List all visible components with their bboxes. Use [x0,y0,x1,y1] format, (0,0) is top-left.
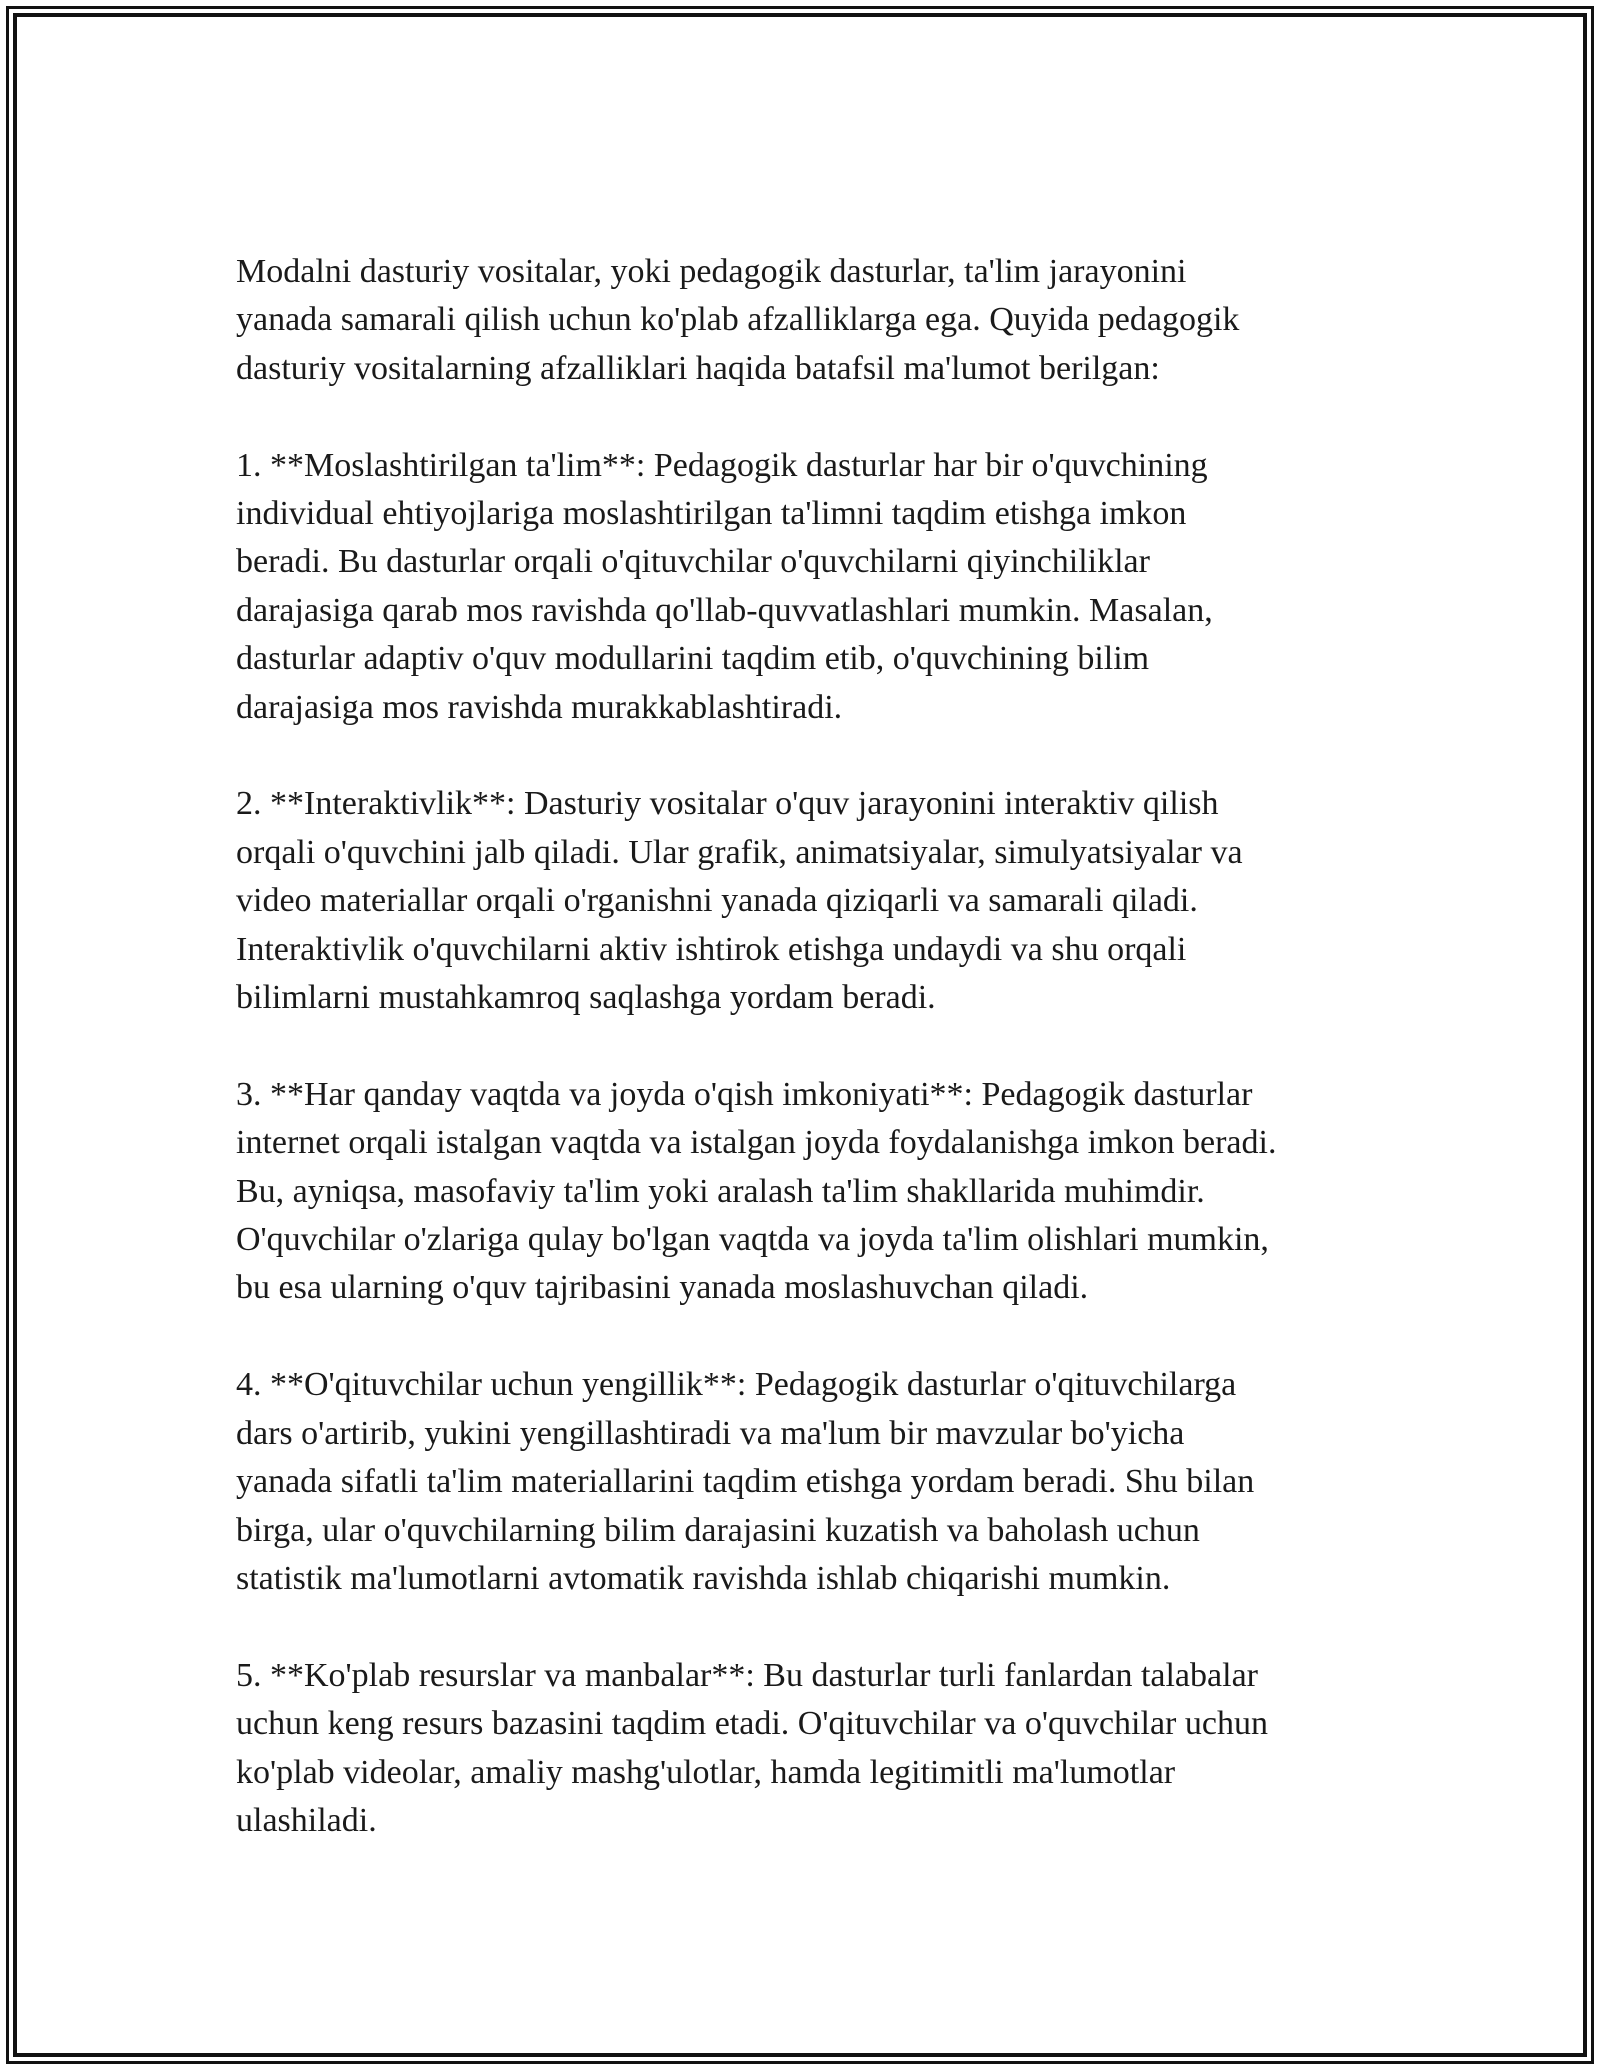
text-line: 5. **Ko'plab resurslar va manbalar**: Bu dasturlar turli fanlardan talabalar [236,1656,1258,1694]
list-item-paragraph-3 [236,1071,1376,1313]
text-line: dars o'artirib, yukini yengillashtiradi va ma'lum bir mavzular bo'yicha [236,1414,1185,1452]
list-item-paragraph-2 [236,780,1376,1022]
text-line: dasturiy vositalarning afzalliklari haqida batafsil ma'lumot berilgan: [236,349,1160,387]
text-line: 4. **O'qituvchilar uchun yengillik**: Pedagogik dasturlar o'qituvchilarga [236,1366,1237,1404]
text-line: ulashiladi. [236,1801,377,1839]
text-line: Bu, ayniqsa, masofaviy ta'lim yoki aralash ta'lim shakllarida muhimdir. [236,1172,1205,1210]
text-line: bu esa ularning o'quv tajribasini yanada moslashuvchan qiladi. [236,1269,1089,1307]
text-line: dasturlar adaptiv o'quv modullarini taqdim etib, o'quvchining bilim [236,640,1150,678]
text-line: darajasiga mos ravishda murakkablashtiradi. [236,688,843,726]
text-line: internet orqali istalgan vaqtda va istalgan joyda foydalanishga imkon beradi. [236,1124,1277,1162]
text-line: video materiallar orqali o'rganishni yanada qiziqarli va samarali qiladi. [236,882,1198,920]
text-line: darajasiga qarab mos ravishda qo'llab-quvvatlashlari mumkin. Masalan, [236,591,1213,629]
text-line: birga, ular o'quvchilarning bilim darajasini kuzatish va baholash uchun [236,1511,1200,1549]
text-line: ko'plab videolar, amaliy mashg'ulotlar, hamda legitimitli ma'lumotlar [236,1753,1176,1791]
text-line: 2. **Interaktivlik**: Dasturiy vositalar o'quv jarayonini interaktiv qilish [236,785,1219,823]
list-item-paragraph-4 [236,1361,1376,1603]
text-line: 3. **Har qanday vaqtda va joyda o'qish imkoniyati**: Pedagogik dasturlar [236,1075,1253,1113]
document-body [236,248,1376,1894]
text-line: O'quvchilar o'zlariga qulay bo'lgan vaqtda va joyda ta'lim olishlari mumkin, [236,1221,1269,1259]
text-line: beradi. Bu dasturlar orqali o'qituvchilar o'quvchilarni qiyinchiliklar [236,543,1150,581]
list-item-paragraph-5 [236,1652,1376,1846]
text-line: yanada sifatli ta'lim materiallarini taqdim etishga yordam beradi. Shu bilan [236,1463,1255,1501]
text-line: orqali o'quvchini jalb qiladi. Ular grafik, animatsiyalar, simulyatsiyalar va [236,833,1243,871]
list-item-paragraph-1 [236,442,1376,732]
text-line: uchun keng resurs bazasini taqdim etadi. O'qituvchilar va o'quvchilar uchun [236,1705,1268,1743]
text-line: yanada samarali qilish uchun ko'plab afzalliklarga ega. Quyida pedagogik [236,301,1240,339]
intro-paragraph [236,248,1376,393]
text-line: 1. **Moslashtirilgan ta'lim**: Pedagogik dasturlar har bir o'quvchining [236,446,1208,484]
text-line: bilimlarni mustahkamroq saqlashga yordam beradi. [236,979,936,1017]
text-line: individual ehtiyojlariga moslashtirilgan ta'limni taqdim etishga imkon [236,495,1187,533]
text-line: Interaktivlik o'quvchilarni aktiv ishtirok etishga undaydi va shu orqali [236,930,1187,968]
text-line: statistik ma'lumotlarni avtomatik ravishda ishlab chiqarishi mumkin. [236,1559,1171,1597]
text-line: Modalni dasturiy vositalar, yoki pedagogik dasturlar, ta'lim jarayonini [236,253,1187,290]
